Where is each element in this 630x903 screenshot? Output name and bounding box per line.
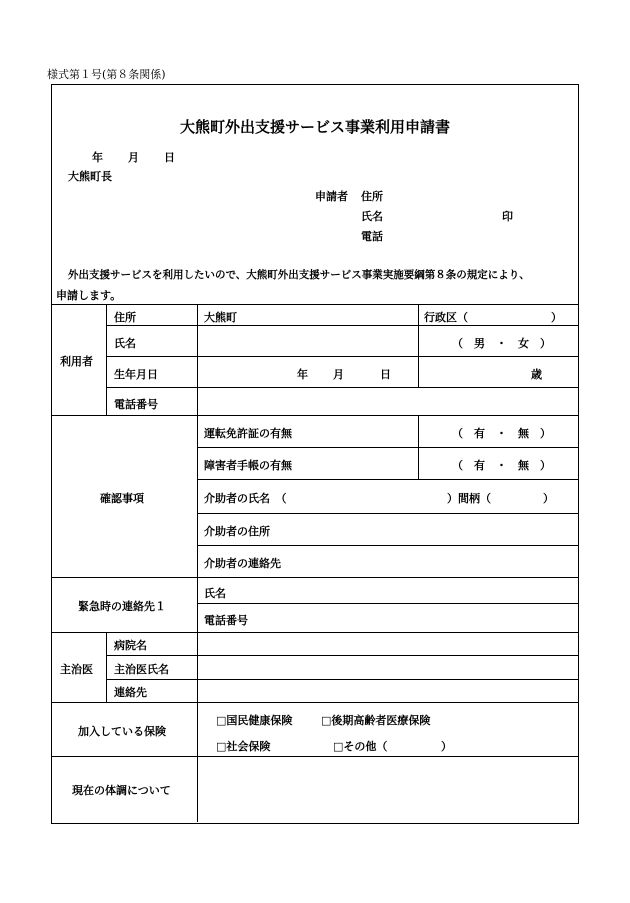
district-close: ）	[551, 311, 562, 324]
confirm-section-label: 確認事項	[100, 492, 144, 505]
date-month-label: 月	[128, 151, 139, 164]
emergency-phone-label: 電話番号	[204, 614, 248, 627]
license-choice[interactable]: （ 有 ・ 無 ）	[452, 427, 551, 440]
handbook-label: 障害者手帳の有無	[204, 459, 292, 472]
user-section-label: 利用者	[60, 355, 93, 368]
date-year-label: 年	[92, 151, 103, 164]
user-address-value[interactable]: 大熊町	[204, 311, 237, 324]
birth-year-label: 年	[297, 368, 308, 381]
form-title: 大熊町外出支援サービス事業利用申請書	[179, 118, 450, 136]
intro-text-line1: 外出支援サービスを利用したいので、大熊町外出支援サービス事業実施要綱第８条の規定により、	[68, 269, 530, 281]
emergency-name-label: 氏名	[204, 587, 226, 600]
seal-mark: 印	[502, 210, 513, 223]
relation-label: ）間柄（	[447, 492, 491, 505]
district-label: 行政区（	[424, 311, 468, 324]
other-insurance-close: ）	[441, 740, 452, 753]
birth-day-label: 日	[380, 368, 391, 381]
user-address-label: 住所	[114, 311, 136, 324]
form-number-label: 様式第１号(第８条関係)	[47, 68, 166, 81]
intro-text-line2: 申請します。	[56, 289, 122, 302]
national-insurance-checkbox[interactable]: □国民健康保険	[216, 714, 293, 727]
condition-input-area[interactable]	[198, 757, 577, 821]
age-label: 歳	[531, 368, 542, 381]
helper-address-label: 介助者の住所	[204, 525, 270, 538]
doctor-contact-label: 連絡先	[114, 686, 147, 699]
birth-month-label: 月	[333, 368, 344, 381]
other-insurance-checkbox[interactable]: □その他（	[333, 740, 388, 753]
user-phone-label: 電話番号	[114, 398, 158, 411]
birthdate-label: 生年月日	[114, 368, 158, 381]
addressee: 大熊町長	[68, 170, 112, 183]
helper-name-label: 介助者の氏名 （	[204, 492, 287, 505]
date-day-label: 日	[164, 151, 175, 164]
social-insurance-checkbox[interactable]: □社会保険	[216, 740, 271, 753]
user-name-label: 氏名	[114, 337, 136, 350]
applicant-label: 申請者	[315, 190, 348, 203]
applicant-address-label: 住所	[361, 190, 383, 203]
handbook-choice[interactable]: （ 有 ・ 無 ）	[452, 459, 551, 472]
relation-close: ）	[543, 492, 554, 505]
hospital-label: 病院名	[114, 639, 147, 652]
insurance-section-label: 加入している保険	[78, 725, 166, 738]
condition-section-label: 現在の体調について	[72, 784, 171, 797]
helper-contact-label: 介助者の連絡先	[204, 557, 281, 570]
doctor-section-label: 主治医	[60, 663, 93, 676]
elderly-insurance-checkbox[interactable]: □後期高齢者医療保険	[321, 714, 431, 727]
applicant-phone-label: 電話	[361, 230, 383, 243]
applicant-name-label: 氏名	[361, 210, 383, 223]
emergency-section-label: 緊急時の連絡先１	[78, 600, 166, 613]
doctor-name-label: 主治医氏名	[114, 663, 169, 676]
license-label: 運転免許証の有無	[204, 427, 292, 440]
gender-choice[interactable]: （ 男 ・ 女 ）	[452, 337, 551, 350]
